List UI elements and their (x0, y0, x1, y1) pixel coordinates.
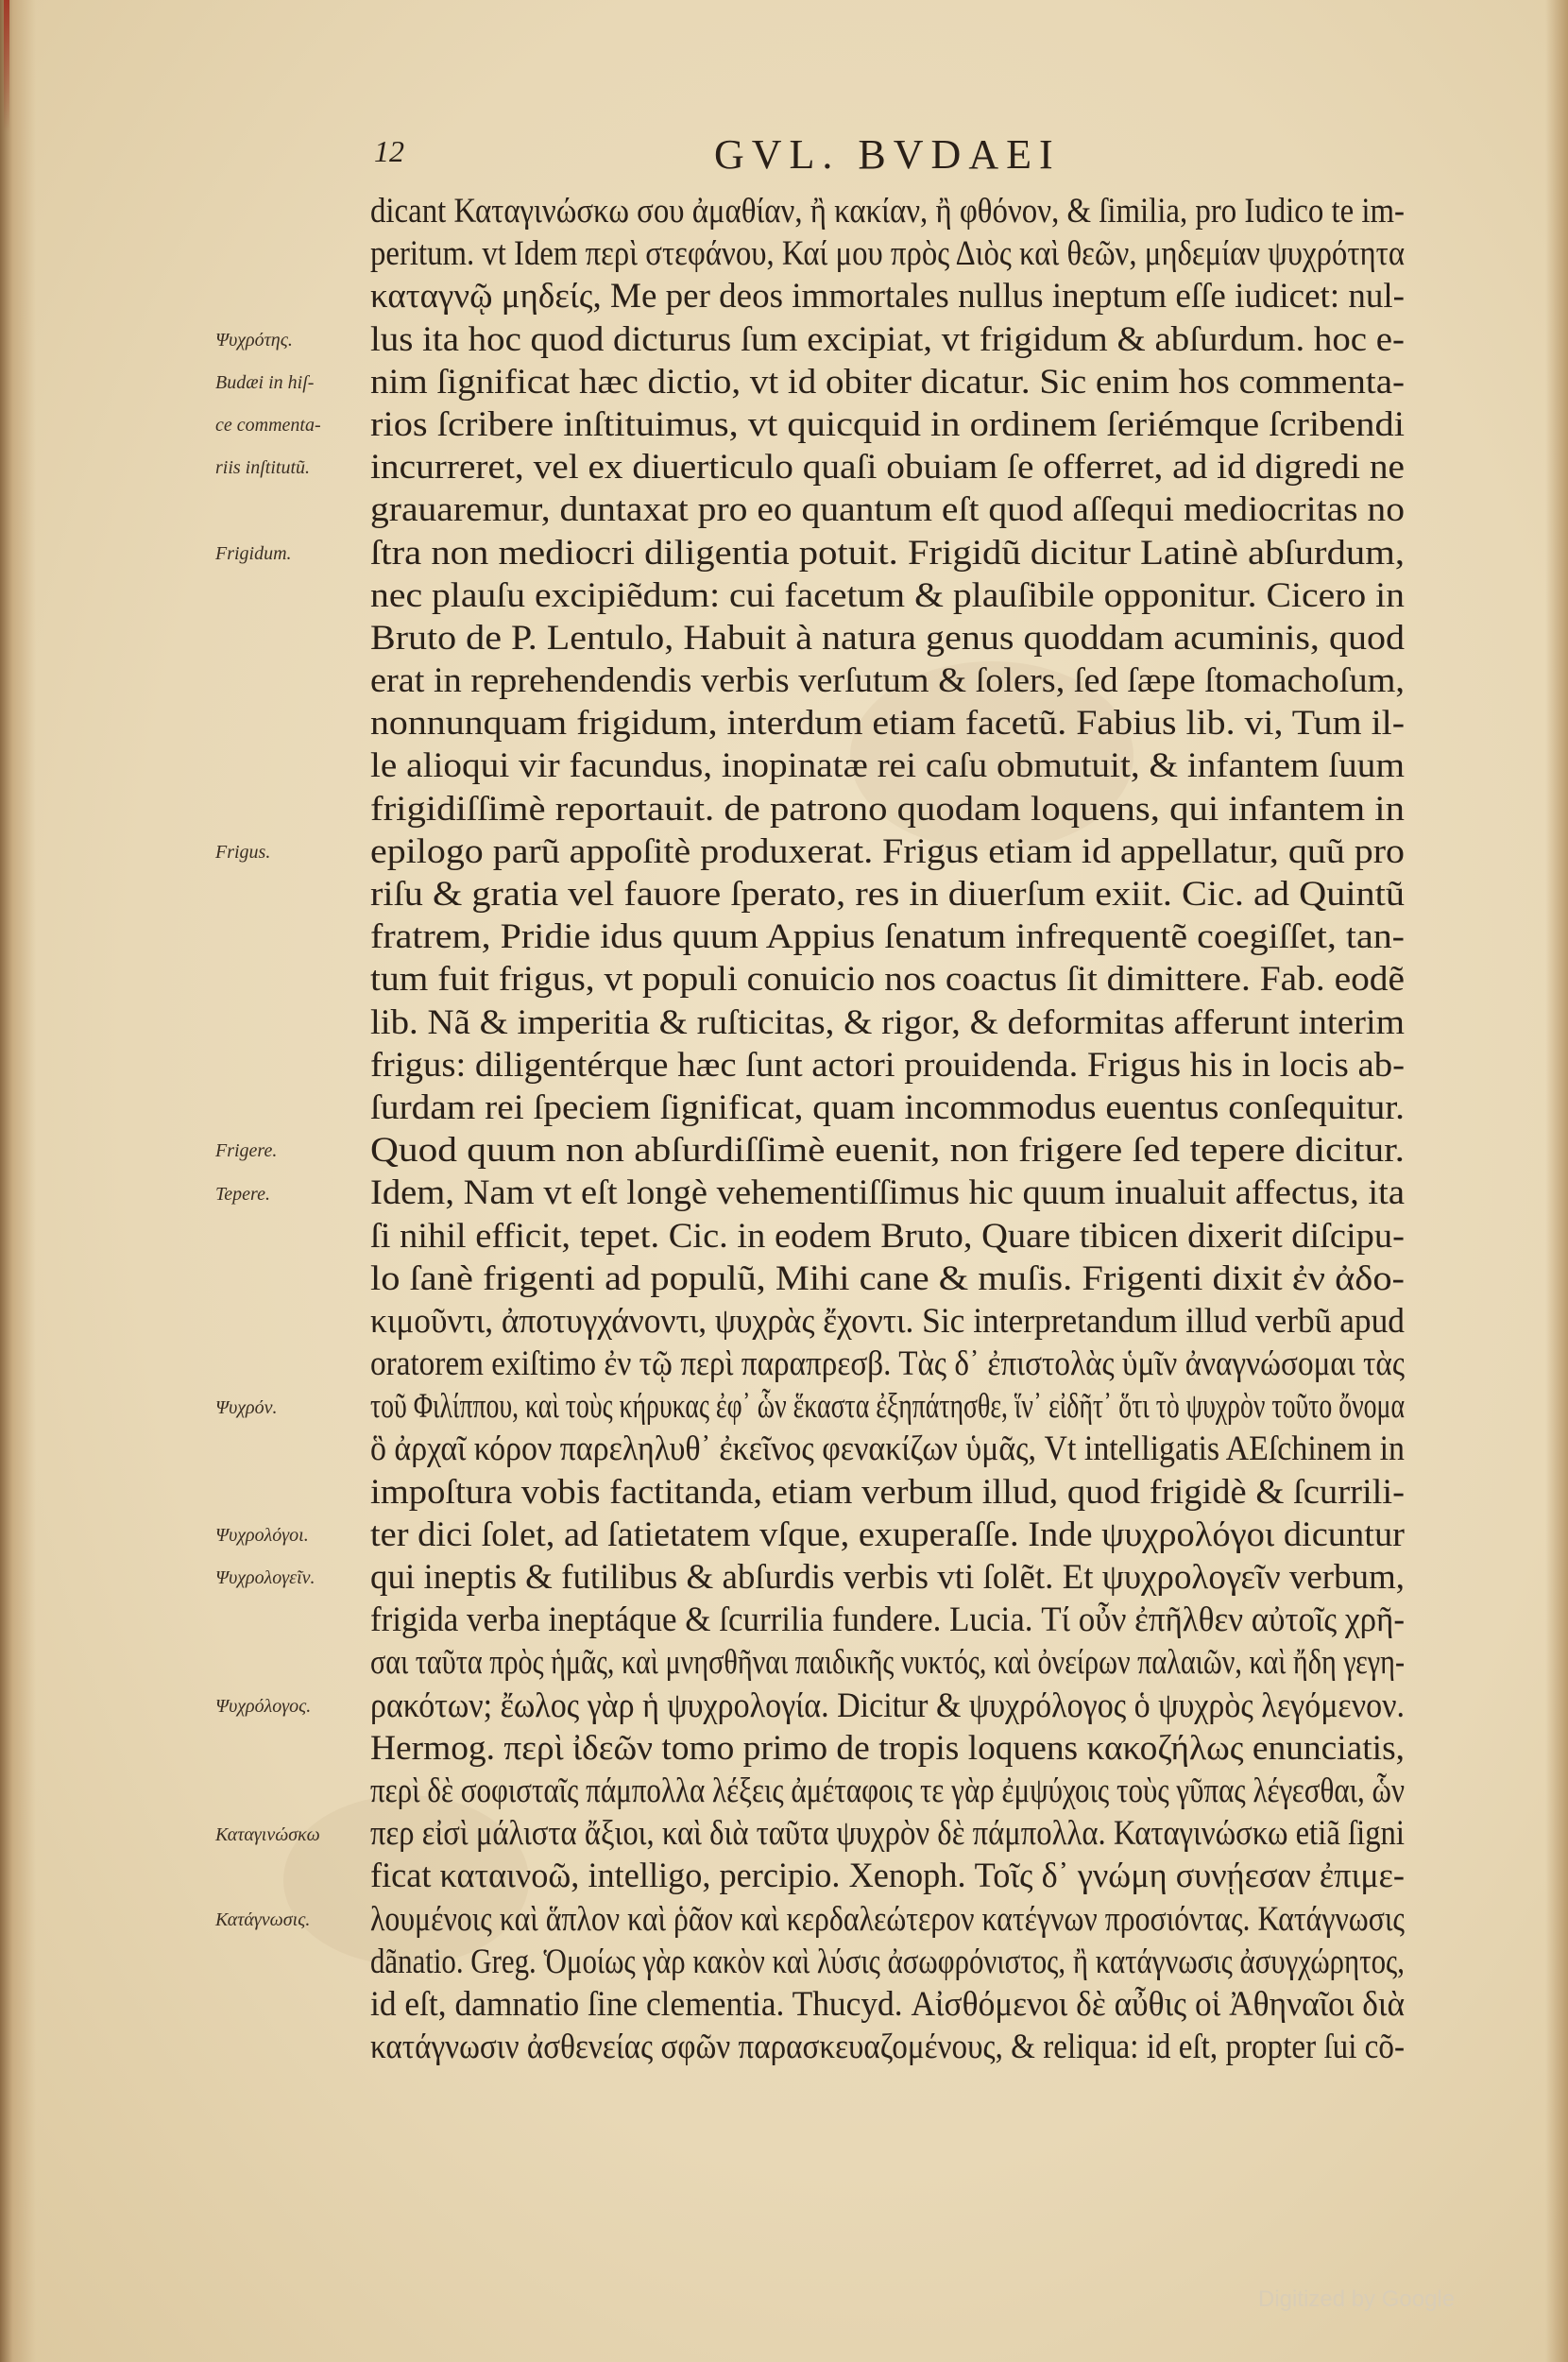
margin-note: Κατάγνωσις. (215, 1909, 311, 1930)
text-line: ficat καταινοῶ, intelligo, percipio. Xenoph. Τοῖς δ᾽ γνώμη συνῄεσαν ἐπιμε- (370, 1856, 1405, 1895)
text-line: Hermog. περὶ ἰδεῶν tomo primo de tropis loquens κακοζήλως enunciatis, (370, 1727, 1405, 1767)
text-line: epilogo parũ appoſitè produxerat. Frigus etiam id appellatur, quũ pro (370, 830, 1405, 870)
margin-note: Ψυχρόλογος. (215, 1696, 312, 1717)
text-line: peritum. vt Idem περὶ στεφάνου, Καί μου πρὸς Διὸς καὶ θεῶν, μηδεμίαν ψυχρότητα (370, 233, 1405, 273)
running-head: GVL. BVDAEI (714, 131, 1061, 178)
text-line: περὶ δὲ σοφισταῖς πάμπολλα λέξεις ἀμέταφοις τε γὰρ ἐμψύχοις τοὺς γῦπας λέγεσθαι, ὧν (370, 1770, 1405, 1809)
text-line: Bruto de P. Lentulo, Habuit à natura genus quoddam acuminis, quod (370, 617, 1405, 657)
text-line: ſi nihil efficit, tepet. Cic. in eodem Bruto, Quare tibicen dixerit diſcipu- (370, 1215, 1405, 1255)
margin-note: Ψυχρολόγοι. (215, 1525, 309, 1547)
text-line: id eſt, damnatio ſine clementia. Thucyd. Αἰσθόμενοι δὲ αὖθις οἱ Ἀθηναῖοι διὰ (370, 1983, 1405, 2023)
text-line: qui ineptis & futilibus & abſurdis verbis vti ſolẽt. Et ψυχρολογεῖν verbum, (370, 1557, 1405, 1596)
text-line: ρακότων; ἔωλος γὰρ ἡ ψυχρολογία. Dicitur & ψυχρόλογος ὁ ψυχρὸς λεγόμενον. (370, 1685, 1405, 1724)
page-edge-shadow (1545, 0, 1568, 2362)
page-number: 12 (374, 134, 404, 168)
text-line: dãnatio. Greg. Ὁμοίως γὰρ κακὸν καὶ λύσις ἀσωφρόνιστος, ἢ κατάγνωσις ἀσυγχώρητος, (370, 1941, 1405, 1980)
margin-note: Budæi in hiſ- (215, 371, 315, 393)
text-line: tum fuit frigus, vt populi conuicio nos coactus ſit dimittere. Fab. eodẽ (370, 959, 1405, 999)
page-header (374, 130, 1394, 178)
margin-note: Ψυχρολογεῖν. (215, 1567, 315, 1589)
text-line: oratorem exiſtimo ἐν τῷ περὶ παραπρεσβ. Τὰς δ᾽ ἐπιστολὰς ὑμῖν ἀναγνώσομαι τὰς (370, 1344, 1405, 1383)
text-line: impoſtura vobis factitanda, etiam verbum illud, quod frigidè & ſcurrili- (370, 1471, 1405, 1511)
text-line: λουμένοις καὶ ἅπλον καὶ ῥᾶον καὶ κερδαλεώτερον κατέγνων προσιόντας. Κατάγνωσις (370, 1898, 1405, 1938)
text-line: καταγνῷ μηδείς, Me per deos immortales nullus ineptum eſſe iudicet: nul- (370, 276, 1405, 316)
text-line: τοῦ Φιλίππου, καὶ τοὺς κήρυκας ἐφ᾽ ὧν ἕκαστα ἐξηπάτησθε, ἵν᾽ εἰδῆτ᾽ ὅτι τὸ ψυχρὸν τοῦτο ὄνομα (370, 1386, 1405, 1426)
text-line: Idem, Nam vt eſt longè vehementiſſimus hic quum inualuit affectus, ita (370, 1172, 1405, 1212)
text-line: riſu & gratia vel fauore ſperato, res in diuerſum exiit. Cic. ad Quintũ (370, 874, 1405, 913)
text-line: fratrem, Pridie idus quum Appius ſenatum infrequentẽ coegiſſet, tan- (370, 916, 1405, 956)
text-line: dicant Καταγινώσκω σου ἀμαθίαν, ἢ κακίαν, ἢ φθόνον, & ſimilia, pro Iudico te im- (370, 191, 1405, 230)
margin-note: Frigus. (215, 842, 271, 863)
margin-note: riis inſtitutũ. (215, 457, 311, 479)
text-line: nec plauſu excipiẽdum: cui facetum & plauſibile opponitur. Cicero in (370, 574, 1405, 614)
text-line: σαι ταῦτα πρὸς ἡμᾶς, καὶ μνησθῆναι παιδικῆς νυκτός, καὶ ὀνείρων παλαιῶν, καὶ ἤδη γεγη- (370, 1642, 1405, 1682)
text-line: frigidiſſimè reportauit. de patrono quodam loquens, qui infantem in (370, 788, 1405, 828)
text-line: ὃ ἀρχαῖ κόρον παρεληλυθ᾽ ἐκεῖνος φενακίζων ὑμᾶς, Vt intelligatis AEſchinem in (370, 1429, 1405, 1468)
margin-note: Ψυχρότης. (215, 329, 293, 351)
digitized-watermark: Digitized by Google (1258, 2286, 1456, 2312)
text-line: incurreret, vel ex diuerticulo quaſi obuiam ſe offerret, ad id digredi ne (370, 447, 1405, 487)
margin-note: Tepere. (215, 1183, 270, 1205)
text-line: lo ſanè frigenti ad populũ, Mihi cane & muſis. Frigenti dixit ἐν ἀδο- (370, 1258, 1405, 1297)
margin-note: Ψυχρόν. (215, 1396, 278, 1418)
text-line: κιμοῦντι, ἀποτυγχάνοντι, ψυχρὰς ἔχοντι. Sic interpretandum illud verbũ apud (370, 1300, 1405, 1340)
text-line: frigus: diligentérque hæc ſunt actori prouidenda. Frigus his in locis ab- (370, 1044, 1405, 1084)
text-line: nonnunquam frigidum, interdum etiam facetũ. Fabius lib. vi, Tum il- (370, 703, 1405, 743)
text-line: ter dici ſolet, ad ſatietatem vſque, exuperaſſe. Inde ψυχρολόγοι dicuntur (370, 1514, 1405, 1553)
text-line: lib. Nã & imperitia & ruſticitas, & rigor, & deformitas afferunt interim (370, 1001, 1405, 1041)
text-line: frigida verba ineptáque & ſcurrilia fundere. Lucia. Τί οὖν ἐπῆλθεν αὐτοῖς χρῆ- (370, 1600, 1405, 1639)
text-line: lus ita hoc quod dicturus ſum excipiat, vt frigidum & abſurdum. hoc e- (370, 318, 1405, 358)
text-line: περ εἰσὶ μάλιστα ἄξιοι, καὶ διὰ ταῦτα ψυχρὸν δὲ πάμπολλα. Καταγινώσκω etiã ſigni (370, 1813, 1405, 1853)
text-line: ſurdam rei ſpeciem ſignificat, quam incommodus euentus conſequitur. (370, 1087, 1405, 1126)
margin-note: Frigidum. (215, 542, 292, 564)
text-line: erat in reprehendendis verbis verſutum & ſolers, ſed ſæpe ſtomachoſum, (370, 660, 1405, 700)
text-line: Quod quum non abſurdiſſimè euenit, non frigere ſed tepere dicitur. (370, 1130, 1405, 1170)
margin-note: Καταγινώσκω (215, 1823, 320, 1845)
text-line: ſtra non mediocri diligentia potuit. Frigidũ dicitur Latinè abſurdum, (370, 532, 1405, 572)
margin-note: ce commenta- (215, 415, 321, 436)
spine-shadow (0, 0, 36, 2362)
body-text (370, 189, 1405, 2067)
text-line: κατάγνωσιν ἀσθενείας σφῶν παρασκευαζομένους, & reliqua: id eſt, propter ſui cõ- (370, 2027, 1405, 2066)
text-line: le alioqui vir facundus, inopinatæ rei caſu obmutuit, & infantem ſuum (370, 745, 1405, 785)
text-line: nim ſignificat hæc dictio, vt id obiter dicatur. Sic enim hos commenta- (370, 361, 1405, 401)
margin-note: Frigere. (215, 1140, 278, 1162)
text-line: grauaremur, duntaxat pro eo quantum eſt quod aſſequi mediocritas no (370, 489, 1405, 529)
red-edge-mark (4, 0, 9, 132)
text-line: rios ſcribere inſtituimus, vt quicquid in ordinem ſeriémque ſcribendi (370, 403, 1405, 443)
